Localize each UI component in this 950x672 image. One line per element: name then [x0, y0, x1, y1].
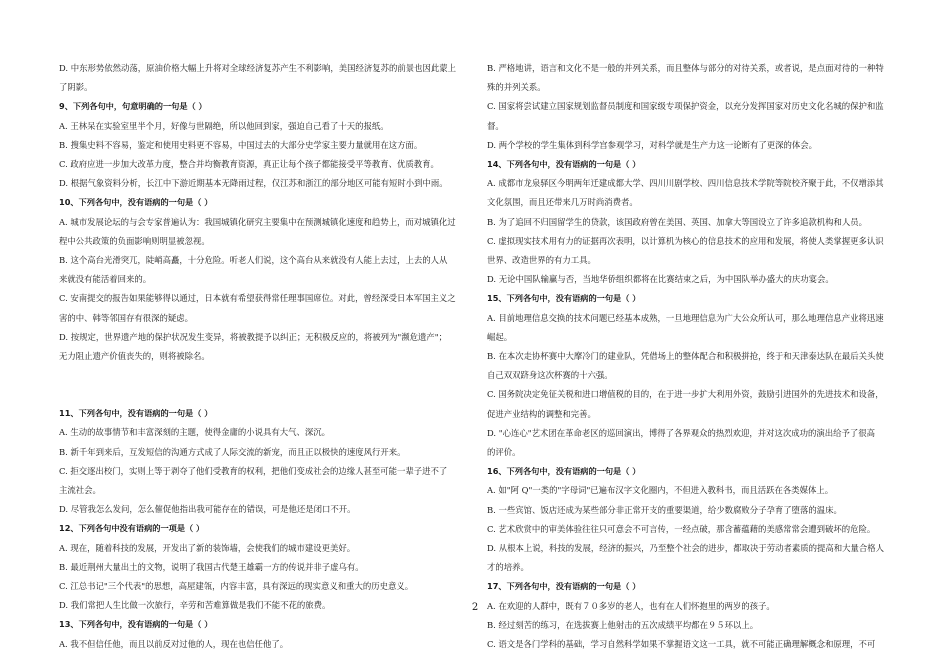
answer-option-line: 程中公共政策的负面影响则明显被忽视。: [59, 235, 210, 246]
answer-option-line: D. "心连心"艺术团在革命老区的巡回演出，博得了各界观众的热烈欢迎，并对这次成功的演出给予了很高: [487, 427, 875, 438]
answer-option-line: A. 目前地理信息交换的技术问题已经基本成熟，一旦地理信息为广大公众所认可，那么地理信息产业将迅速: [487, 312, 884, 323]
left-column: [59, 59, 475, 654]
answer-option-line: B. 一些宾馆、饭店还成为某些部分非正常开支的重要渠道，给少数腐败分子孕育了堕落的温床。: [487, 504, 842, 515]
answer-option-line: C. 国务院决定免征关税和进口增值税的目的，在于进一步扩大利用外资，鼓励引进国外的先进技术和设备，: [487, 389, 884, 400]
answer-option-line: C. 语文是各门学科的基础，学习自然科学如果不掌握语文这一工具，就不可能正确理解概念和原理，不可: [487, 639, 876, 650]
answer-option-line: C. 拒交逐出校门，实则上等于剥夺了他们受教育的权利，把他们变成社会的边缘人甚至可能一辈子进不了: [59, 465, 448, 476]
answer-option-line: A. 王林呆在实验室里半个月，好像与世隔绝，所以他回到家，强迫自己看了十天的报纸。: [59, 120, 389, 131]
answer-option-line: D. 按规定，世界遗产地的保护状况发生变异，将被教提予以纠正；无积极反应的，将被列为"濒危遗产"；: [59, 331, 447, 342]
answer-option-line: C. 政府应进一步加大改革力度，整合并均衡教育资源，真正让每个孩子都能接受平等教育、优质教育。: [59, 159, 439, 170]
question-heading: 12、下列各句中没有语病的一项是（ ）: [59, 523, 205, 534]
answer-option-line: 自己双双跻身这次杯赛的十六强。: [487, 370, 613, 381]
answer-option-line: 害的中、韩等邻国存有很深的疑虑。: [59, 312, 193, 323]
question-heading: 16、下列各句中，没有语病的一句是（ ）: [487, 466, 641, 477]
question-heading: 10、下列各句中，没有语病的一句是（ ）: [59, 197, 213, 208]
answer-option-line: B. 在本次走协杯赛中大摩冷门的建业队，凭借场上的整体配合和积极拼抢，终于和天津泰达队在最后关头使: [487, 351, 884, 362]
answer-option-line: A. 城市发展论坛的与会专家普遍认为：我国城镇化研究主要集中在预测城镇化速度和趋势上，而对城镇化过: [59, 216, 456, 227]
answer-option-line: C. 安南提交的报告如果能够得以通过，日本就有希望获得常任理事国席位。对此，曾经深受日本军国主义之: [59, 293, 456, 304]
answer-option-line: C. 江总书记"三个代表"的思想，高屋建瓴，内容丰富，具有深远的现实意义和重大的历史意义。: [59, 581, 414, 592]
answer-option-line: D. 从根本上说，科技的发展，经济的振兴，乃至整个社会的进步，都取决于劳动者素质的提高和大量合格人: [487, 543, 884, 554]
answer-option-line: A. 在欢迎的人群中，既有７０多岁的老人，也有在人们怀抱里的两岁的孩子。: [487, 600, 775, 611]
answer-option-line: A. 生动的故事情节和丰富深刻的主题，使得金庸的小说具有大气、深沉。: [59, 427, 330, 438]
answer-option-line: C. 艺术欣赏中的审美体验往往只可意会不可言传，一经点破，那含蓄蕴藉的美感常常会遭到破坏的危险。: [487, 523, 876, 534]
answer-option-line: 督。: [487, 120, 504, 131]
answer-option-line: B. 严格地讲，语言和文化不是一般的并列关系，而且整体与部分的对待关系，或者说，是点面对待的一种特: [487, 63, 884, 73]
answer-option-line: 促进产业结构的调整和完善。: [487, 408, 596, 419]
answer-option-line: A. 现在，随着科技的发展，开发出了新的装饰墙，会使我们的城市建设更美好。: [59, 542, 356, 553]
question-heading: 15、下列各句中，没有语病的一句是（ ）: [487, 293, 641, 304]
page-number: 2: [471, 602, 479, 613]
right-column: [487, 59, 903, 654]
question-heading: 13、下列各句中，没有语病的一句是（ ）: [59, 619, 213, 630]
question-heading: 17、下列各句中，没有语病的一句是（ ）: [487, 581, 641, 592]
question-heading: 14、下列各句中，没有语病的一句是（ ）: [487, 159, 641, 170]
answer-option-line: 殊的并列关系。: [487, 82, 546, 93]
section-gap: [59, 366, 475, 404]
answer-option-line: 了阴影。: [59, 82, 93, 93]
answer-option-line: A. 成都市龙泉驿区今明两年迁建成都大学、四川川剧学校、四川信息技术学院等院校齐聚于此，不仅增添其: [487, 178, 884, 189]
answer-option-line: B. 为了追回不归国留学生的贷款，该国政府曾在美国、英国、加拿大等国设立了许多追款机构和人员。: [487, 216, 867, 227]
answer-option-line: B. 新千年到来后，互发短信的沟通方式成了人际交流的新宠，而且正以极快的速度风行开来。: [59, 446, 406, 457]
answer-option-line: D. 无论中国队输赢与否，当地华侨组织都将在比赛结束之后，为中国队举办盛大的庆功宴会。: [487, 274, 834, 285]
question-heading: 9、下列各句中，句意明确的一句是（ ）: [59, 101, 207, 112]
answer-option-line: 无力阻止遗产价值丧失的，则将被除名。: [59, 351, 210, 362]
answer-option-line: 的评价。: [487, 447, 521, 458]
answer-option-line: 世界、改造世界的有力工具。: [487, 255, 596, 266]
answer-option-line: 才的培养。: [487, 562, 529, 573]
question-heading: 11、下列各句中，没有语病的一句是（ ）: [59, 408, 213, 419]
answer-option-line: D. 根据气象资料分析，长江中下游近期基本无降雨过程，仅江苏和浙江的部分地区可能有短时小到中雨。: [59, 178, 448, 189]
answer-option-line: D. 两个学校的学生集体到科学宫参观学习，对科学就是生产力这一论断有了更深的体会。: [487, 139, 817, 150]
answer-option-line: A. 如"阿 Q"一类的"字母词"已遍布汉字文化圈内，不但进入教科书，而且活跃在各类媒体上。: [487, 485, 834, 496]
answer-option-line: D. 尽管我怎么发问，怎么催促他指出我可能存在的错误，可是他还是闭口不开。: [59, 504, 356, 515]
answer-option-line: 主流社会。: [59, 485, 101, 496]
answer-option-line: C. 国家将尝试建立国家规划监督员制度和国家级专项保护资金，以充分发挥国家对历史文化名城的保护和监: [487, 101, 884, 112]
answer-option-line: B. 这个高台光滑突兀，陡峭高矗，十分危险。听老人们说，这个高台从来就没有人能上去过，上去的人从: [59, 255, 448, 266]
answer-option-line: B. 搜集史料不容易，鉴定和使用史料更不容易，中国过去的大部分史学家主要力量就用在这方面。: [59, 139, 423, 150]
answer-option-line: D. 我们常把人生比做一次旅行，辛劳和苦难算做是我们不能不花的旅费。: [59, 600, 331, 611]
answer-option-line: B. 最近荆州大量出土的文物，说明了我国古代楚王雄霸一方的传说并非子虚乌有。: [59, 561, 364, 572]
answer-option-line: D. 中东形势依然动荡，原油价格大幅上升将对全球经济复苏产生不利影响，美国经济复苏的前景也因此蒙上: [59, 63, 456, 73]
answer-option-line: B. 经过刻苦的练习，在选拔赛上他射击的五次成绩平均都在９５环以上。: [487, 619, 759, 630]
answer-option-line: C. 虚拟现实技术用有力的证据再次表明，以计算机为核心的信息技术的应用和发展，将使人类掌握更多认识: [487, 235, 884, 246]
answer-option-line: 来就没有能活着回来的。: [59, 274, 152, 285]
answer-option-line: A. 我不但信任他，而且以前反对过他的人，现在也信任他了。: [59, 638, 289, 649]
answer-option-line: 崛起。: [487, 331, 513, 342]
answer-option-line: 文化氛围，而且还带来几万时尚消费者。: [487, 197, 638, 208]
